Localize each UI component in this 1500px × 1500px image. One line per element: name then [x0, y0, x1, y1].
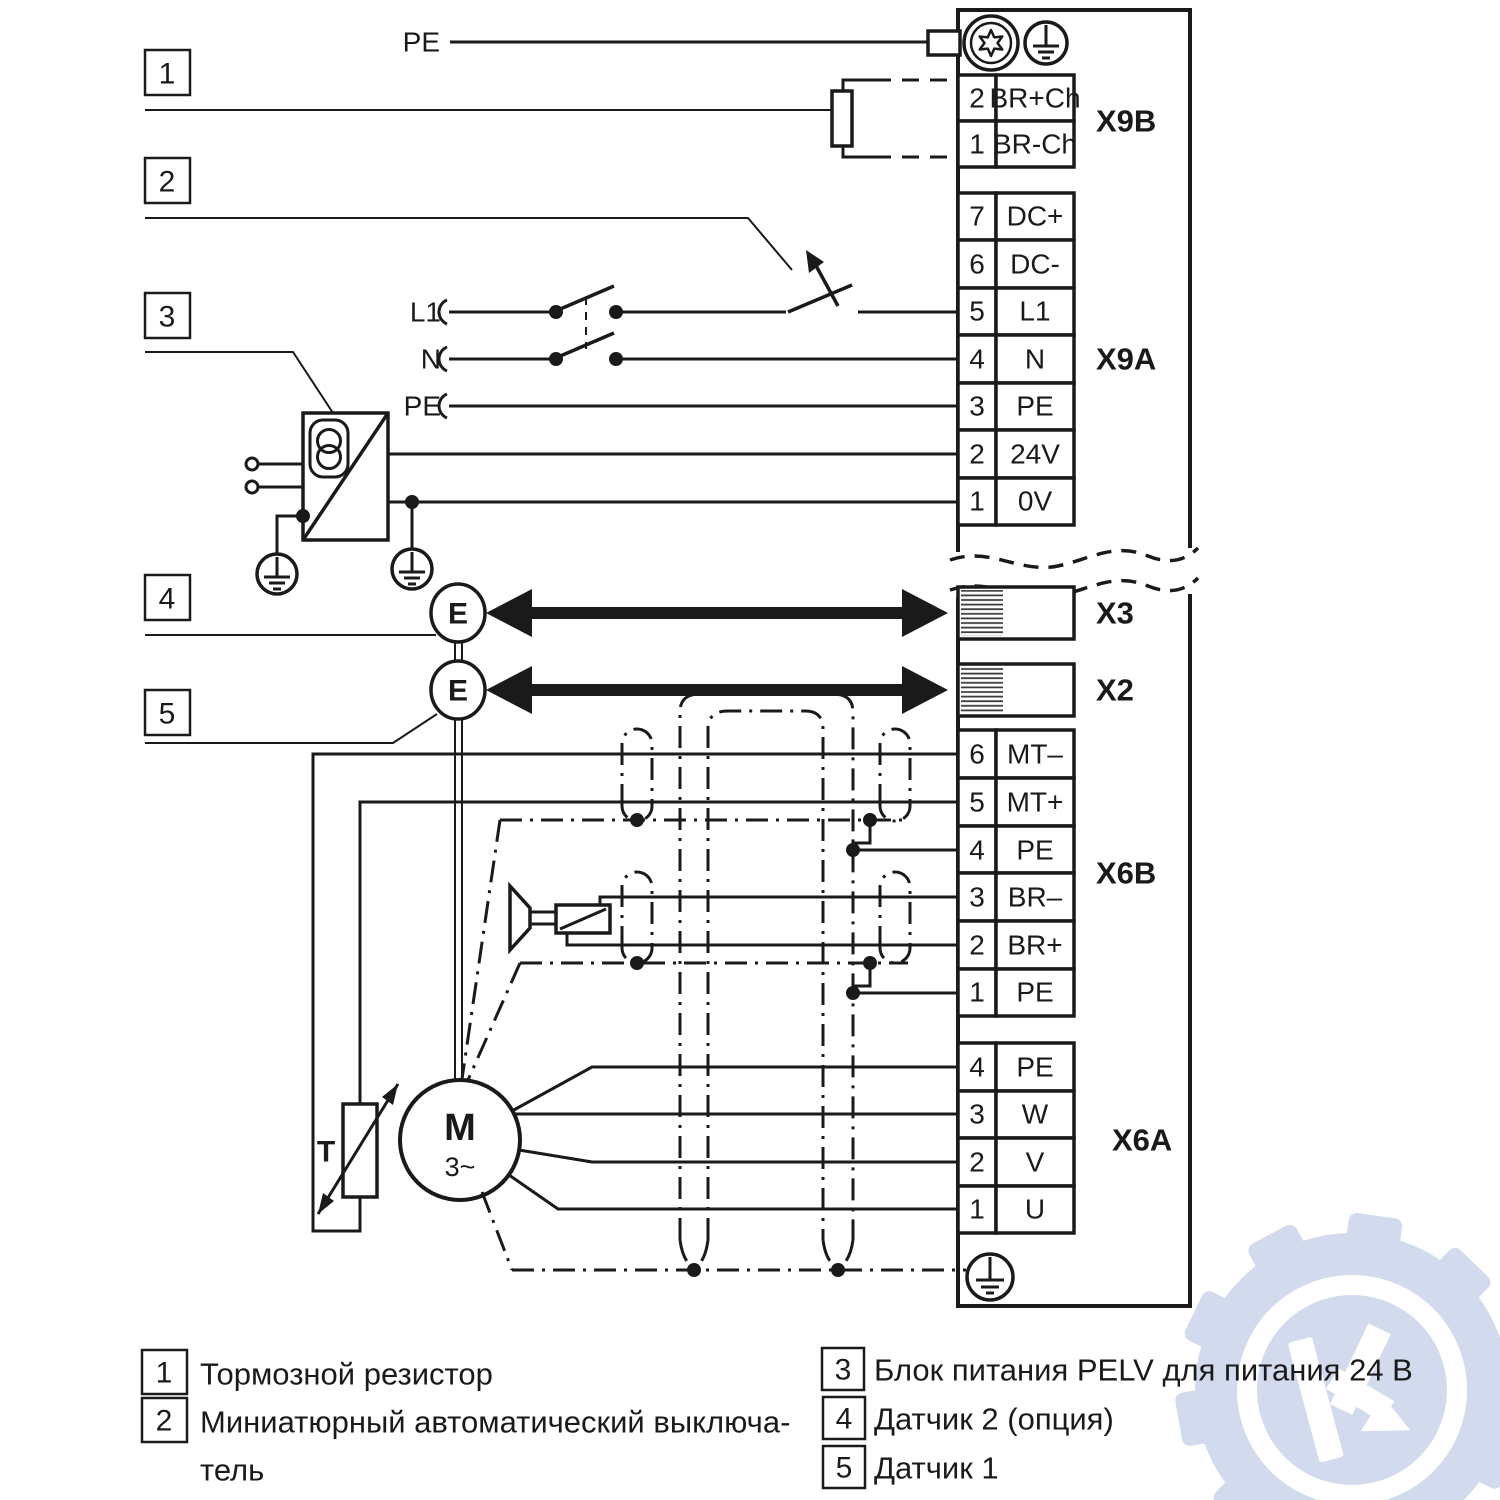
terminal-block-x9b	[958, 75, 1156, 167]
svg-text:MT+: MT+	[1006, 786, 1064, 818]
svg-text:5: 5	[835, 1451, 853, 1485]
connector-x3	[958, 587, 1134, 639]
x9a-label: X9A	[1096, 341, 1157, 377]
x2-contact-icon	[961, 667, 1003, 713]
svg-text:PE: PE	[1016, 1051, 1054, 1083]
svg-text:M: M	[444, 1107, 476, 1149]
svg-text:BR+: BR+	[1007, 929, 1063, 961]
svg-text:4: 4	[969, 1051, 985, 1083]
callout2-leader	[145, 218, 792, 270]
l1-label: L1	[409, 296, 441, 328]
svg-text:PE: PE	[1016, 834, 1054, 866]
svg-text:3: 3	[834, 1353, 852, 1387]
legend-2-text: Миниатюрный автоматический выключа-	[200, 1404, 791, 1440]
mains-input	[145, 218, 960, 422]
svg-text:BR–: BR–	[1007, 881, 1063, 913]
svg-text:5: 5	[158, 697, 176, 731]
wire-br-minus	[600, 897, 960, 905]
n-socket-icon	[439, 347, 447, 371]
svg-text:2: 2	[155, 1404, 173, 1438]
svg-text:1: 1	[155, 1356, 173, 1390]
svg-text:0V: 0V	[1017, 485, 1053, 517]
terminal-block-x6b	[958, 730, 1156, 1016]
svg-text:3: 3	[969, 390, 985, 422]
x2-label: X2	[1096, 672, 1134, 708]
sensor-links	[145, 584, 948, 1081]
x6b-label: X6B	[1096, 855, 1157, 891]
svg-text:3: 3	[969, 881, 985, 913]
wire-motor-pe	[512, 1067, 960, 1111]
svg-text:V: V	[1025, 1146, 1045, 1178]
svg-text:2: 2	[969, 1146, 985, 1178]
thermal-label: T	[316, 1135, 336, 1169]
svg-text:24V: 24V	[1010, 438, 1060, 470]
svg-text:1: 1	[969, 128, 985, 160]
ground-symbol-1-icon	[257, 554, 297, 594]
wire-mt-plus	[360, 802, 960, 1104]
x6a-label: X6A	[1112, 1122, 1173, 1158]
callout3-leader	[145, 352, 333, 413]
svg-text:1: 1	[969, 1193, 985, 1225]
legend-3-text: Блок питания PELV для питания 24 В	[874, 1352, 1413, 1388]
l1-socket-icon	[439, 300, 447, 324]
actuator-arrow-head	[806, 250, 824, 273]
earth-symbol-bottom-icon	[967, 1254, 1013, 1300]
motor-wiring	[313, 694, 1013, 1300]
svg-text:1: 1	[158, 57, 176, 91]
svg-text:L1: L1	[1019, 295, 1051, 327]
svg-text:PE: PE	[1016, 390, 1054, 422]
wire-motor-u	[509, 1175, 960, 1209]
svg-text:5: 5	[969, 786, 985, 818]
sensor-1-symbol	[431, 661, 485, 719]
legend-1-text: Тормозной резистор	[200, 1356, 493, 1392]
legend-5-text: Датчик 1	[874, 1450, 999, 1486]
terminal-block-x6a	[958, 1043, 1172, 1233]
svg-text:DC-: DC-	[1010, 248, 1060, 280]
svg-text:2: 2	[969, 929, 985, 961]
cable-shields	[462, 694, 966, 1277]
svg-text:MT–: MT–	[1007, 738, 1063, 770]
legend-4-text: Датчик 2 (опция)	[874, 1401, 1114, 1437]
thermistor-body	[343, 1104, 377, 1197]
svg-text:7: 7	[969, 200, 985, 232]
svg-text:3: 3	[969, 1098, 985, 1130]
wire-br-plus	[567, 933, 960, 945]
break-wave-top	[950, 548, 1198, 567]
svg-text:BR-Ch: BR-Ch	[992, 128, 1078, 160]
x3-label: X3	[1096, 595, 1134, 631]
resistor-body	[832, 91, 852, 146]
pelv-power-supply	[145, 352, 960, 594]
svg-text:2: 2	[969, 82, 985, 114]
cable-lug	[928, 31, 960, 55]
svg-text:4: 4	[835, 1402, 853, 1436]
earth-symbol-top-icon	[1025, 22, 1067, 64]
wire-motor-v	[519, 1150, 960, 1162]
svg-text:E: E	[447, 597, 469, 631]
svg-text:5: 5	[969, 295, 985, 327]
svg-text:6: 6	[969, 738, 985, 770]
connector-x2	[958, 664, 1134, 716]
pe-screw-terminal	[403, 16, 1067, 70]
svg-text:E: E	[447, 674, 469, 708]
brake-resistor-symbol	[145, 80, 958, 157]
svg-text:4: 4	[969, 343, 985, 375]
disconnect-lever	[788, 285, 852, 312]
svg-text:1: 1	[969, 976, 985, 1008]
n-label: N	[420, 343, 441, 375]
terminal-block-x9a	[958, 193, 1156, 525]
x3-contact-icon	[961, 590, 1003, 636]
svg-text:N: N	[1024, 343, 1046, 375]
legend-2-text-line2: тель	[200, 1452, 265, 1488]
pe-in-label: PE	[403, 390, 441, 422]
svg-text:BR+Ch: BR+Ch	[989, 82, 1081, 114]
brake-symbol	[510, 886, 610, 950]
svg-text:4: 4	[969, 834, 985, 866]
svg-text:2: 2	[158, 165, 176, 199]
svg-text:W: W	[1021, 1098, 1049, 1130]
sensor-2-symbol	[431, 584, 485, 642]
svg-text:3: 3	[158, 300, 176, 334]
svg-text:4: 4	[158, 582, 176, 616]
x9b-label: X9B	[1096, 103, 1157, 139]
pe-top-label: PE	[402, 26, 440, 58]
svg-text:3~: 3~	[444, 1152, 476, 1182]
svg-text:DC+: DC+	[1006, 200, 1064, 232]
svg-text:2: 2	[969, 438, 985, 470]
pe-socket-icon	[439, 394, 447, 418]
svg-text:U: U	[1024, 1193, 1046, 1225]
callout-markers	[145, 50, 190, 735]
ground-symbol-2-icon	[392, 549, 432, 589]
torx-screw-icon	[964, 16, 1018, 70]
svg-text:6: 6	[969, 248, 985, 280]
motor-symbol	[400, 1080, 520, 1200]
svg-text:1: 1	[969, 485, 985, 517]
svg-text:PE: PE	[1016, 976, 1054, 1008]
